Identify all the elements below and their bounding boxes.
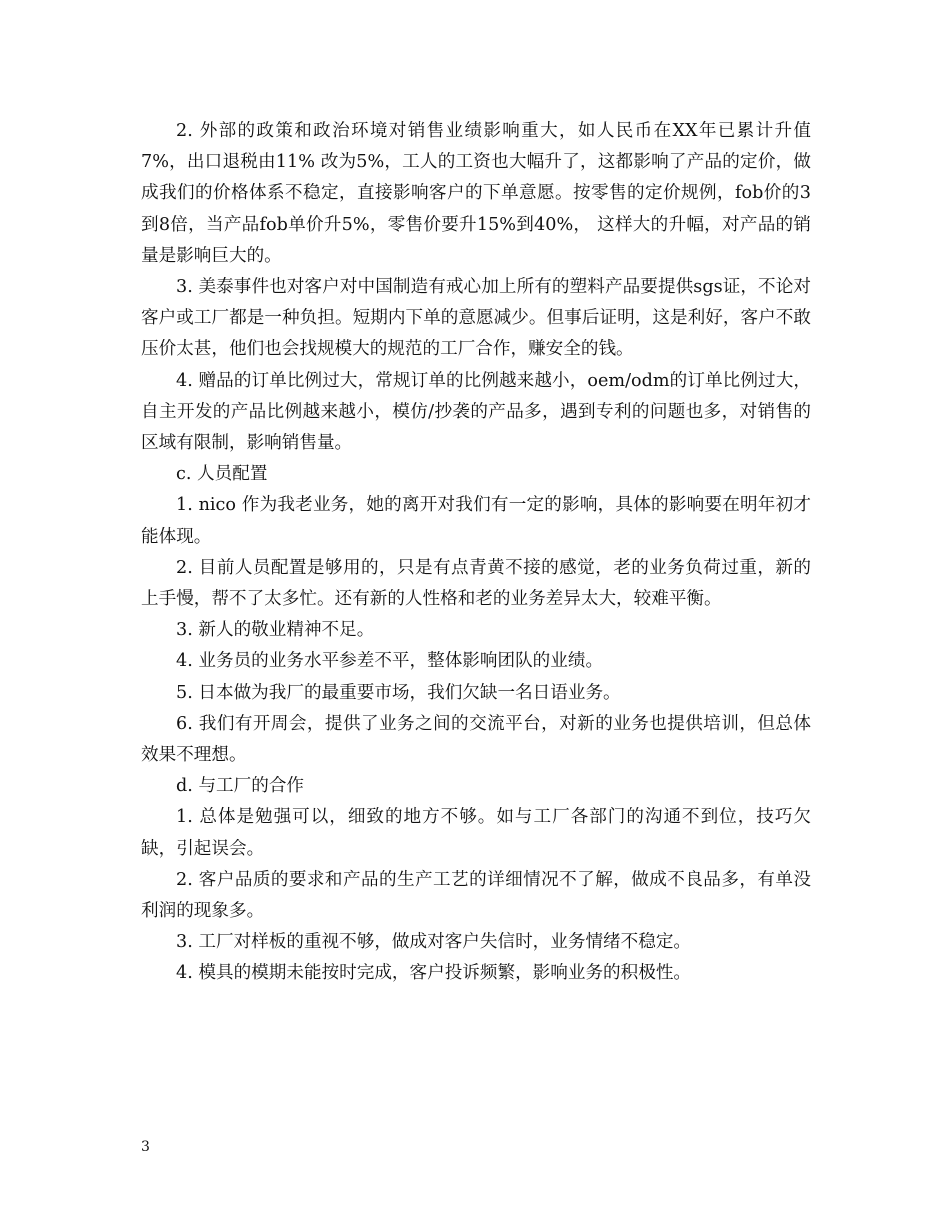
paragraph: 4. 赠品的订单比例过大，常规订单的比例越来越小，oem/odm的订单比例过大，自主开发的产品比例越来越小，模仿/抄袭的产品多，遇到专利的问题也多，对销售的区域有限制，影响销售量。	[141, 370, 811, 454]
section-heading: d. 与工厂的合作	[176, 776, 305, 797]
paragraph: 4. 业务员的业务水平参差不平，整体影响团队的业绩。	[176, 651, 604, 672]
paragraph: 1. 总体是勉强可以，细致的地方不够。如与工厂各部门的沟通不到位，技巧欠缺，引起误会。	[141, 807, 811, 859]
paragraph: 6. 我们有开周会，提供了业务之间的交流平台，对新的业务也提供培训，但总体效果不理想。	[141, 713, 811, 766]
paragraph: 5. 日本做为我厂的最重要市场，我们欠缺一名日语业务。	[176, 682, 621, 703]
paragraph: 3. 新人的敬业精神不足。	[176, 620, 375, 641]
paragraph: 2. 目前人员配置是够用的，只是有点青黄不接的感觉，老的业务负荷过重，新的上手慢，帮不了太多忙。还有新的人性格和老的业务差异太大，较难平衡。	[141, 557, 811, 610]
document-body	[141, 116, 811, 990]
section-heading: c. 人员配置	[176, 464, 268, 485]
paragraph: 4. 模具的模期未能按时完成，客户投诉频繁，影响业务的积极性。	[176, 963, 692, 984]
paragraph: 1. nico 作为我老业务，她的离开对我们有一定的影响，具体的影响要在明年初才能体现。	[141, 495, 811, 547]
paragraph: 2. 外部的政策和政治环境对销售业绩影响重大，如人民币在XX年已累计升值7%，出口退税由11% 改为5%，工人的工资也大幅升了，这都影响了产品的定价，做成我们的价格体系不稳定，直接影响客户的下单意愿。按零售的定价规例，fob价的3到8倍，当产品fob单价升5%，零售价要升15%到40%， 这样大的升幅，对产品的销量是影响巨大的。	[141, 121, 811, 266]
paragraph: 3. 美泰事件也对客户对中国制造有戒心加上所有的塑料产品要提供sgs证，不论对客户或工厂都是一种负担。短期内下单的意愿减少。但事后证明，这是利好，客户不敢压价太甚，他们也会找规模大的规范的工厂合作，赚安全的钱。	[141, 277, 811, 360]
paragraph: 3. 工厂对样板的重视不够，做成对客户失信时，业务情绪不稳定。	[176, 932, 692, 953]
paragraph: 2. 客户品质的要求和产品的生产工艺的详细情况不了解，做成不良品多，有单没利润的现象多。	[141, 869, 811, 922]
page-number: 3	[141, 1139, 150, 1155]
